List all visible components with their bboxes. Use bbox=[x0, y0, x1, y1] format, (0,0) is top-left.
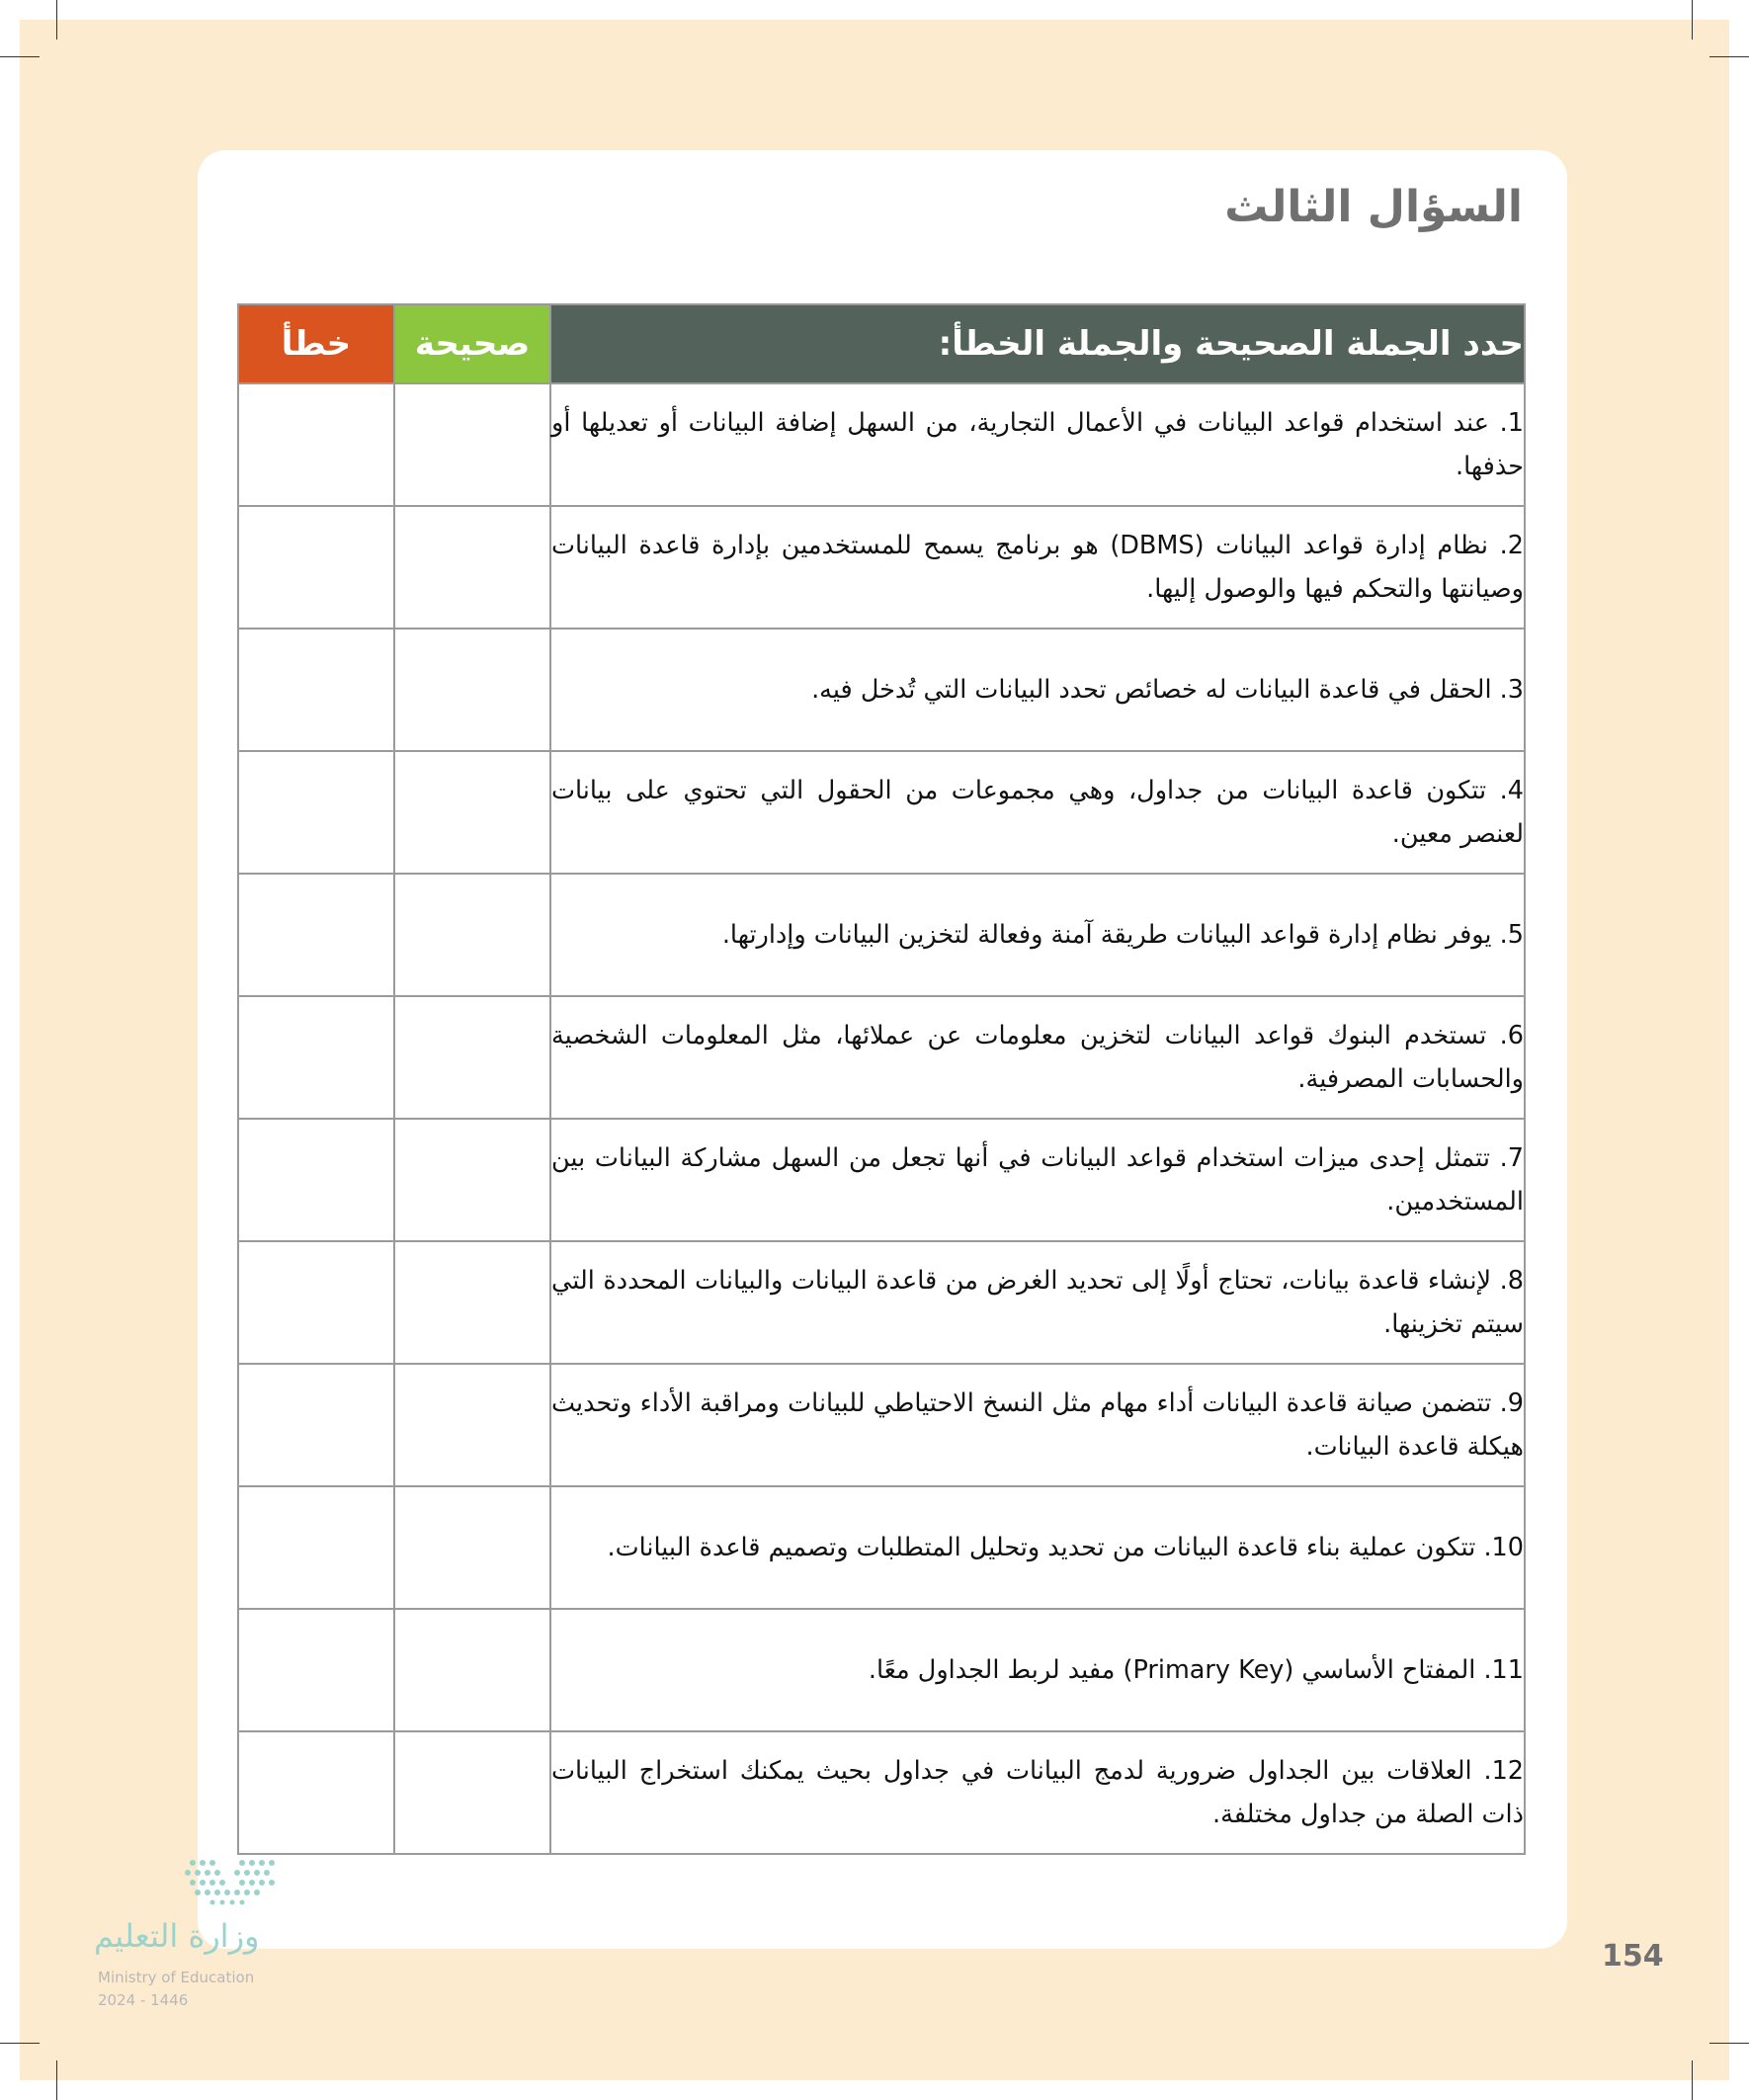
table-row bbox=[238, 1119, 1525, 1241]
page-title: السؤال الثالث bbox=[1224, 182, 1523, 232]
true-answer-cell[interactable] bbox=[394, 874, 550, 996]
false-answer-cell[interactable] bbox=[238, 1486, 394, 1609]
statement-cell bbox=[550, 383, 1525, 506]
statement-number: 11. bbox=[1483, 1655, 1524, 1685]
table-row bbox=[238, 1241, 1525, 1364]
true-answer-cell[interactable] bbox=[394, 1486, 550, 1609]
statement-number: 1. bbox=[1499, 408, 1524, 438]
true-false-table bbox=[237, 303, 1526, 1855]
statement-cell bbox=[550, 751, 1525, 874]
statement-cell bbox=[550, 1364, 1525, 1486]
statement-cell bbox=[550, 996, 1525, 1119]
statement-number: 6. bbox=[1499, 1021, 1525, 1050]
statement-number: 8. bbox=[1499, 1266, 1524, 1296]
true-answer-cell[interactable] bbox=[394, 383, 550, 506]
table-row bbox=[238, 1731, 1525, 1854]
table-row bbox=[238, 996, 1525, 1119]
statement-text: المفتاح الأساسي (Primary Key) مفيد لربط الجداول معًا. bbox=[868, 1655, 1476, 1685]
crop-mark bbox=[1709, 56, 1749, 57]
statement-cell bbox=[550, 1119, 1525, 1241]
false-answer-cell[interactable] bbox=[238, 996, 394, 1119]
statement-number: 2. bbox=[1499, 531, 1525, 560]
false-answer-cell[interactable] bbox=[238, 1119, 394, 1241]
true-answer-cell[interactable] bbox=[394, 1731, 550, 1854]
statement-number: 7. bbox=[1499, 1143, 1525, 1173]
statement-text: العلاقات بين الجداول ضرورية لدمج البيانات في جداول بحيث يمكنك استخراج البيانات ذات الصلة من جداول مختلفة. bbox=[551, 1756, 1524, 1829]
header-true: صحيحة bbox=[394, 304, 550, 383]
statement-number: 12. bbox=[1483, 1756, 1525, 1786]
statement-text: يوفر نظام إدارة قواعد البيانات طريقة آمنة وفعالة لتخزين البيانات وإدارتها. bbox=[721, 920, 1492, 950]
crop-mark bbox=[56, 0, 57, 40]
false-answer-cell[interactable] bbox=[238, 629, 394, 751]
crop-mark bbox=[56, 2060, 57, 2100]
statement-text: لإنشاء قاعدة بيانات، تحتاج أولًا إلى تحديد الغرض من قاعدة البيانات والبيانات المحددة التي سيتم تخزينها. bbox=[551, 1266, 1524, 1339]
false-answer-cell[interactable] bbox=[238, 1731, 394, 1854]
false-answer-cell[interactable] bbox=[238, 1241, 394, 1364]
crop-mark bbox=[1692, 2060, 1693, 2100]
crop-mark bbox=[0, 56, 40, 57]
false-answer-cell[interactable] bbox=[238, 874, 394, 996]
false-answer-cell[interactable] bbox=[238, 751, 394, 874]
true-answer-cell[interactable] bbox=[394, 506, 550, 629]
true-answer-cell[interactable] bbox=[394, 1364, 550, 1486]
dots-pattern-icon bbox=[183, 1858, 277, 1912]
false-answer-cell[interactable] bbox=[238, 383, 394, 506]
statement-cell bbox=[550, 629, 1525, 751]
table-header-row bbox=[238, 304, 1525, 383]
crop-mark bbox=[1709, 2043, 1749, 2044]
false-answer-cell[interactable] bbox=[238, 506, 394, 629]
false-answer-cell[interactable] bbox=[238, 1609, 394, 1731]
true-answer-cell[interactable] bbox=[394, 1241, 550, 1364]
statement-number: 3. bbox=[1499, 675, 1524, 705]
logo-year-text: 2024 - 1446 bbox=[98, 1991, 189, 2009]
true-answer-cell[interactable] bbox=[394, 629, 550, 751]
statement-text: نظام إدارة قواعد البيانات (DBMS) هو برنامج يسمح للمستخدمين بإدارة قاعدة البيانات وصيانتها والتحكم فيها والوصول إليها. bbox=[551, 531, 1524, 604]
statement-cell bbox=[550, 1486, 1525, 1609]
statement-number: 5. bbox=[1499, 920, 1524, 950]
statement-number: 10. bbox=[1483, 1533, 1524, 1562]
statement-number: 9. bbox=[1499, 1388, 1525, 1418]
page-number: 154 bbox=[1602, 1939, 1664, 1974]
statement-text: تتمثل إحدى ميزات استخدام قواعد البيانات في أنها تجعل من السهل مشاركة البيانات بين المستخدمين. bbox=[551, 1143, 1524, 1217]
statement-text: تتكون قاعدة البيانات من جداول، وهي مجموعات من الحقول التي تحتوي على بيانات لعنصر معين. bbox=[551, 776, 1524, 849]
statement-number: 4. bbox=[1499, 776, 1524, 805]
table-row bbox=[238, 1364, 1525, 1486]
true-answer-cell[interactable] bbox=[394, 1609, 550, 1731]
header-statement: حدد الجملة الصحيحة والجملة الخطأ: bbox=[550, 304, 1525, 383]
true-answer-cell[interactable] bbox=[394, 1119, 550, 1241]
statement-cell bbox=[550, 506, 1525, 629]
logo-arabic-text: وزارة التعليم bbox=[94, 1917, 260, 1955]
header-false: خطأ bbox=[238, 304, 394, 383]
crop-mark bbox=[0, 2043, 40, 2044]
statement-text: تتكون عملية بناء قاعدة البيانات من تحديد وتحليل المتطلبات وتصميم قاعدة البيانات. bbox=[607, 1533, 1476, 1562]
statement-cell bbox=[550, 1731, 1525, 1854]
statement-text: الحقل في قاعدة البيانات له خصائص تحدد البيانات التي تُدخل فيه. bbox=[811, 675, 1492, 705]
table-row bbox=[238, 1609, 1525, 1731]
crop-mark bbox=[1692, 0, 1693, 40]
statement-cell bbox=[550, 1241, 1525, 1364]
logo-english-text: Ministry of Education bbox=[98, 1969, 255, 1986]
statement-cell bbox=[550, 1609, 1525, 1731]
question-card bbox=[198, 150, 1567, 1949]
table-row bbox=[238, 874, 1525, 996]
table-row bbox=[238, 751, 1525, 874]
statement-cell bbox=[550, 874, 1525, 996]
statement-text: تتضمن صيانة قاعدة البيانات أداء مهام مثل النسخ الاحتياطي للبيانات ومراقبة الأداء وتحديث هيكلة قاعدة البيانات. bbox=[551, 1388, 1524, 1462]
false-answer-cell[interactable] bbox=[238, 1364, 394, 1486]
statement-text: عند استخدام قواعد البيانات في الأعمال التجارية، من السهل إضافة البيانات أو تعديلها أو حذفها. bbox=[551, 408, 1524, 481]
table-row bbox=[238, 506, 1525, 629]
true-answer-cell[interactable] bbox=[394, 751, 550, 874]
statement-text: تستخدم البنوك قواعد البيانات لتخزين معلومات عن عملائها، مثل المعلومات الشخصية والحسابات المصرفية. bbox=[551, 1021, 1524, 1094]
table-row bbox=[238, 383, 1525, 506]
table-row bbox=[238, 1486, 1525, 1609]
table-row bbox=[238, 629, 1525, 751]
true-answer-cell[interactable] bbox=[394, 996, 550, 1119]
